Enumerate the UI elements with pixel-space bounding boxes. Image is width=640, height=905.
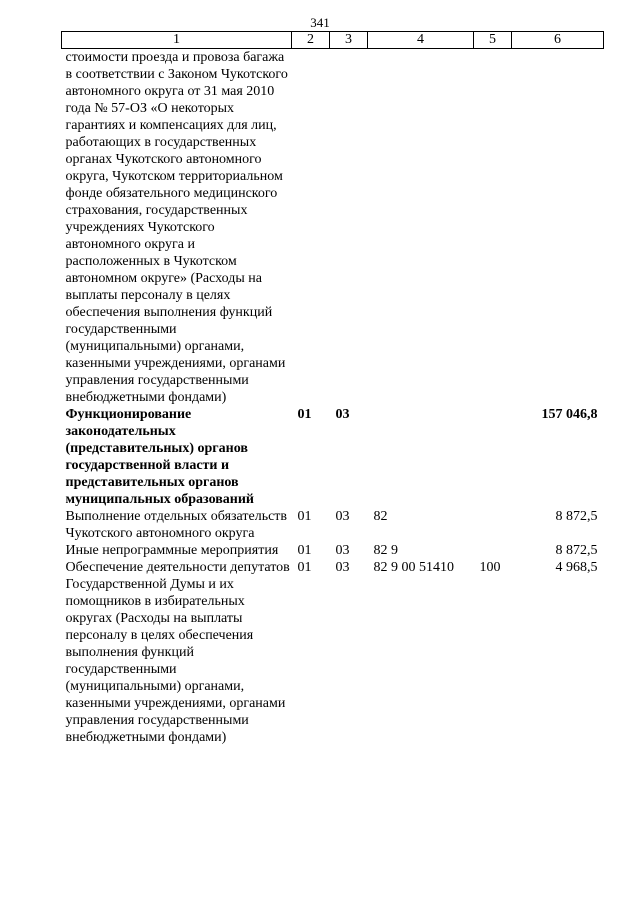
row-subsection: 03 <box>335 560 350 575</box>
row-amount: 4 968,5 <box>555 560 598 575</box>
column-header: 5 <box>474 32 512 49</box>
table-row <box>62 49 604 407</box>
row-section: 01 <box>297 560 312 575</box>
table-body <box>62 49 604 747</box>
column-header: 2 <box>292 32 330 49</box>
row-name: стоимости проезда и провоза багажа в соответствии с Законом Чукотского автономного округа от 31 мая 2010 года № 57-ОЗ «О некоторых гарантиях и компенсациях для лиц, работающих в государственных органах Чукотского автономного округа, Чукотском территориальном фонде обязательного медицинского страхования, государственных учреждениях Чукотского автономного округа и расположенных в Чукотском автономном округе» (Расходы на выплаты персоналу в целях обеспечения выполнения функций государственными (муниципальными) органами, казенными учреждениями, органами управления государственными внебюджетными фондами) <box>65 50 288 405</box>
column-header: 1 <box>62 32 292 49</box>
row-subsection: 03 <box>335 543 350 558</box>
row-section: 01 <box>297 509 312 524</box>
row-amount: 157 046,8 <box>541 407 598 422</box>
row-expense-type: 100 <box>479 560 501 575</box>
row-expense-type <box>474 406 512 508</box>
row-section <box>292 49 330 407</box>
row-target-article: 82 9 00 51410 <box>373 560 454 575</box>
row-target-article <box>368 49 474 407</box>
table-row <box>62 542 604 559</box>
row-name: Выполнение отдельных обязательств Чукотского автономного округа <box>65 509 288 541</box>
row-target-article <box>368 406 474 508</box>
page-number: 341 <box>310 15 330 30</box>
table-row <box>62 508 604 542</box>
row-expense-type <box>474 49 512 407</box>
row-target-article: 82 9 <box>373 543 398 558</box>
column-header: 4 <box>368 32 474 49</box>
row-amount: 8 872,5 <box>555 509 598 524</box>
row-expense-type <box>474 542 512 559</box>
table-row <box>62 406 604 508</box>
row-name: Иные непрограммные мероприятия <box>65 543 279 558</box>
budget-table <box>61 31 604 746</box>
row-section: 01 <box>297 543 312 558</box>
row-amount: 8 872,5 <box>555 543 598 558</box>
row-name: Функционирование законодательных (представительных) органов государственной власти и представительных органов муниципальных образований <box>65 407 254 507</box>
row-target-article: 82 <box>373 509 388 524</box>
row-subsection: 03 <box>335 407 350 422</box>
column-header: 3 <box>330 32 368 49</box>
row-section: 01 <box>297 407 312 422</box>
row-name: Обеспечение деятельности депутатов Государственной Думы и их помощников в избирательных округах (Расходы на выплаты персоналу в целях обеспечения выполнения функций государственными (муниципальными) органами, казенными учреждениями, органами управления государственными внебюджетными фондами) <box>65 560 290 745</box>
column-header: 6 <box>512 32 604 49</box>
table-row <box>62 559 604 746</box>
row-expense-type <box>474 508 512 542</box>
row-subsection: 03 <box>335 509 350 524</box>
table-header <box>62 32 604 49</box>
row-amount <box>512 49 604 407</box>
row-subsection <box>330 49 368 407</box>
